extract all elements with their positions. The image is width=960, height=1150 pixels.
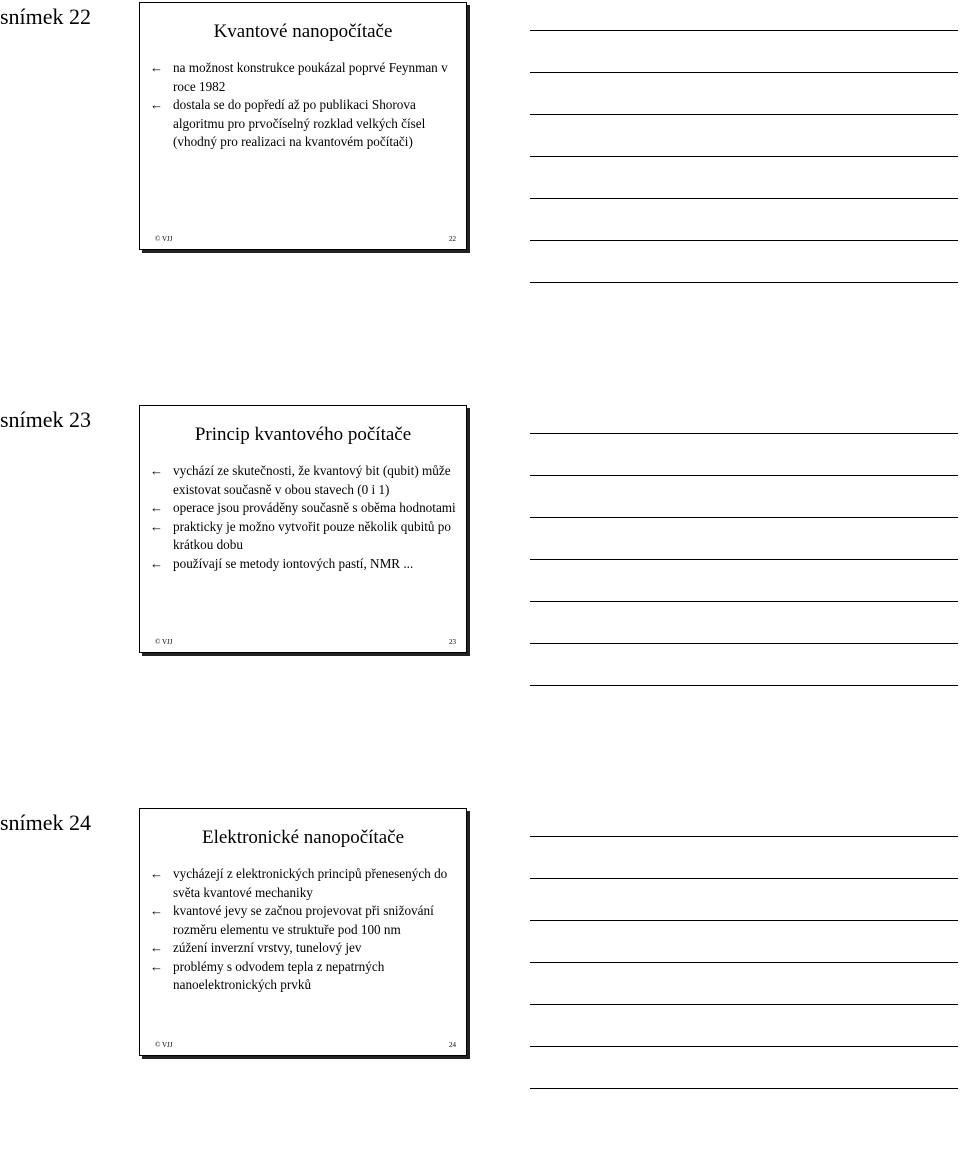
note-line [530, 1004, 958, 1005]
bullet-text: na možnost konstrukce poukázal poprvé Feynman v roce 1982 [173, 60, 448, 94]
slide-label: snímek 23 [0, 407, 92, 432]
bullet-list [150, 59, 456, 152]
arrow-left-icon: ← [150, 500, 163, 515]
note-line [530, 1046, 958, 1047]
slide-footer-copyright: © VJJ [155, 1041, 173, 1049]
slide-section-22 [0, 4, 960, 344]
note-line [530, 878, 958, 879]
bullet-text: vychází ze skutečnosti, že kvantový bit (qubit) může existovat současně v obou stavech (0 i 1) [173, 463, 451, 497]
bullet-text: zúžení inverzní vrstvy, tunelový jev [173, 940, 362, 955]
bullet-text: operace jsou prováděny současně s oběma hodnotami [173, 500, 456, 515]
slide-footer-copyright: © VJJ [155, 235, 173, 243]
bullet-text: vycházejí z elektronických principů přenesených do světa kvantové mechaniky [173, 866, 448, 900]
note-line [530, 559, 958, 560]
note-line [530, 920, 958, 921]
notes-lines [530, 433, 958, 727]
note-line [530, 156, 958, 157]
slide-thumbnail [139, 2, 467, 250]
note-line [530, 1088, 958, 1089]
bullet-item [150, 59, 456, 96]
bullet-item [150, 518, 456, 555]
note-line [530, 643, 958, 644]
bullet-text: problémy s odvodem tepla z nepatrných nanoelektronických prvků [173, 958, 385, 992]
note-line [530, 198, 958, 199]
bullet-item [150, 555, 456, 574]
notes-lines [530, 836, 958, 1130]
arrow-left-icon: ← [150, 903, 163, 918]
note-line [530, 30, 958, 31]
bullet-text: kvantové jevy se začnou projevovat při snižování rozměru elementu ve struktuře pod 100 nm [173, 903, 434, 937]
bullet-item [150, 902, 456, 939]
slide-footer-page-number: 23 [449, 638, 456, 646]
arrow-left-icon: ← [150, 866, 163, 881]
bullet-item [150, 939, 456, 958]
slide-title: Elektronické nanopočítače [201, 827, 405, 848]
note-line [530, 685, 958, 686]
bullet-list [150, 865, 456, 995]
slide-footer-page-number: 24 [449, 1041, 456, 1049]
arrow-left-icon: ← [150, 60, 163, 75]
bullet-item [150, 462, 456, 499]
note-line [530, 282, 958, 283]
note-line [530, 517, 958, 518]
slide-thumbnail [139, 808, 467, 1056]
note-line [530, 433, 958, 434]
bullet-item [150, 958, 456, 995]
bullet-item [150, 96, 456, 152]
notes-lines [530, 30, 958, 324]
arrow-left-icon: ← [150, 518, 163, 534]
slide-label: snímek 22 [0, 4, 92, 29]
slide-title: Kvantové nanopočítače [213, 21, 393, 42]
bullet-list [150, 462, 456, 573]
bullet-text: dostala se do popředí až po publikaci Shorova algoritmu pro prvočíselný rozklad velkých čísel (vhodný pro realizaci na kvantovém počítači) [173, 97, 426, 149]
slide-thumbnail [139, 405, 467, 653]
arrow-left-icon: ← [150, 555, 163, 571]
slide-section-24 [0, 810, 960, 1150]
note-line [530, 601, 958, 602]
bullet-item [150, 865, 456, 902]
note-line [530, 475, 958, 476]
note-line [530, 72, 958, 73]
bullet-item [150, 499, 456, 518]
arrow-left-icon: ← [150, 97, 163, 112]
bullet-text: prakticky je možno vytvořit pouze několik qubitů po krátkou dobu [173, 518, 451, 552]
note-line [530, 114, 958, 115]
slide-footer-page-number: 22 [449, 235, 456, 243]
note-line [530, 836, 958, 837]
note-line [530, 962, 958, 963]
bullet-text: používají se metody iontových pastí, NMR ... [173, 555, 414, 571]
arrow-left-icon: ← [150, 463, 163, 478]
slide-section-23 [0, 407, 960, 747]
arrow-left-icon: ← [150, 958, 163, 974]
slide-footer-copyright: © VJJ [155, 638, 173, 646]
arrow-left-icon: ← [150, 940, 163, 955]
note-line [530, 240, 958, 241]
slide-title: Princip kvantového počítače [194, 424, 412, 445]
slide-label: snímek 24 [0, 810, 92, 835]
